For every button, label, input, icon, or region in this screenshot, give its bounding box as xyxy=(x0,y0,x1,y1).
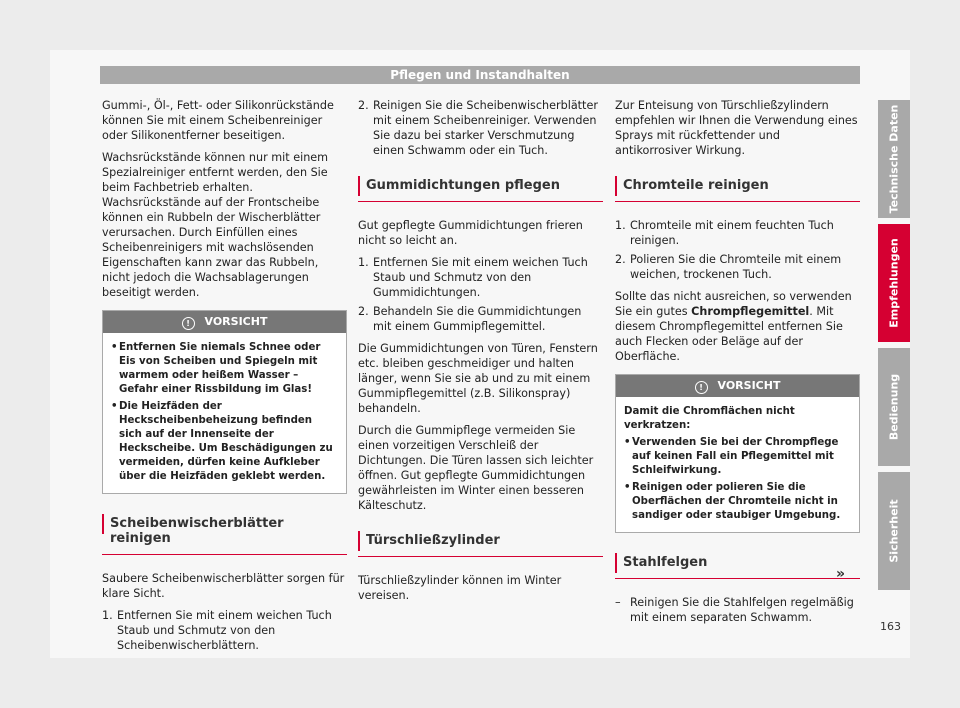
page-header: Pflegen und Instandhalten xyxy=(100,66,860,84)
warning-item: • Die Heizfäden der Heckscheibenbeheizung befinden sich auf der Innenseite der Heckscheibe. Um Beschädigungen zu vermeiden, dürfen keine Aufkleber über die Heizfäden geklebt werden. xyxy=(111,400,338,484)
warning-body xyxy=(616,397,859,532)
page-number: 163 xyxy=(880,620,901,633)
dash-list xyxy=(615,595,860,625)
list-item: 1. Entfernen Sie mit einem weichen Tuch Staub und Schmutz von den Gummidichtungen. xyxy=(358,256,588,299)
warning-icon: ! xyxy=(182,317,195,330)
paragraph: Gummi-, Öl-, Fett- oder Silikonrückstände können Sie mit einem Scheibenreiniger oder Silikonentferner beseitigen. xyxy=(102,99,334,142)
list-item: – Reinigen Sie die Stahlfelgen regelmäßig mit einem separaten Schwamm. xyxy=(615,596,854,624)
steps-list xyxy=(358,98,603,158)
warning-box xyxy=(615,374,860,533)
tab-bedienung[interactable]: Bedienung xyxy=(878,348,910,466)
warning-lead: Damit die Chromflächen nicht verkratzen: xyxy=(624,406,795,431)
steps-list xyxy=(615,218,860,282)
paragraph: Zur Enteisung von Türschließzylindern empfehlen wir Ihnen die Verwendung eines Sprays mit rückfettender und antikorrosiver Wirkung. xyxy=(615,99,858,157)
list-item: 1. Entfernen Sie mit einem weichen Tuch Staub und Schmutz von den Scheibenwischerblättern. xyxy=(102,609,332,652)
section-heading: Stahlfelgen xyxy=(615,549,860,579)
list-item: 1. Chromteile mit einem feuchten Tuch reinigen. xyxy=(615,219,834,247)
emphasis: Chrompflegemittel xyxy=(691,305,810,318)
warning-item: • Entfernen Sie niemals Schnee oder Eis von Scheiben und Spiegeln mit warmem oder heißem Wasser – Gefahr einer Rissbildung im Glas! xyxy=(111,341,338,397)
list-item: 2. Reinigen Sie die Scheibenwischerblätter mit einem Scheibenreiniger. Verwenden Sie dazu bei starker Verschmutzung einen Schwamm oder ein Tuch. xyxy=(358,99,598,157)
list-item: 2. Polieren Sie die Chromteile mit einem weichen, trockenen Tuch. xyxy=(615,253,842,281)
list-item: 2. Behandeln Sie die Gummidichtungen mit einem Gummipflegemittel. xyxy=(358,305,582,333)
section-heading: Chromteile reinigen xyxy=(615,172,860,202)
warning-item: • Reinigen oder polieren Sie die Oberflächen der Chromteile nicht in sandiger oder staubiger Umgebung. xyxy=(624,481,851,523)
warning-title: VORSICHT xyxy=(204,315,268,328)
warning-header xyxy=(103,311,346,333)
paragraph: Gut gepflegte Gummidichtungen frieren nicht so leicht an. xyxy=(358,219,583,247)
warning-body xyxy=(103,333,346,493)
warning-title: VORSICHT xyxy=(717,379,781,392)
continue-arrow-icon: » xyxy=(836,566,846,582)
paragraph: Saubere Scheibenwischerblätter sorgen für klare Sicht. xyxy=(102,572,345,600)
tab-sicherheit[interactable]: Sicherheit xyxy=(878,472,910,590)
section-heading: Scheibenwischerblätter reinigen xyxy=(102,510,347,555)
steps-list xyxy=(358,255,603,334)
tab-technische-daten[interactable]: Technische Daten xyxy=(878,100,910,218)
warning-box xyxy=(102,310,347,494)
tab-empfehlungen[interactable]: Empfehlungen xyxy=(878,224,910,342)
paragraph: Türschließzylinder können im Winter vereisen. xyxy=(358,574,562,602)
column-1 xyxy=(102,98,347,660)
section-heading: Türschließzylinder xyxy=(358,527,603,557)
paragraph: Wachsrückstände können nur mit einem Spezialreiniger entfernt werden, den Sie beim Fachbetrieb erhalten. Wachsrückstände auf der Frontscheibe können ein Rubbeln der Wischerblätter verursachen. Durch Einfüllen eines Scheibenreinigers mit wachslösenden Eigenschaften kann zwar das Rubbeln, nicht jedoch die Wachsablagerungen beseitigt werden. xyxy=(102,151,329,299)
section-heading: Gummidichtungen pflegen xyxy=(358,172,603,202)
paragraph: Die Gummidichtungen von Türen, Fenstern etc. bleiben geschmeidiger und halten länger, wenn Sie sie ab und zu mit einem Gummipflegemittel (z.B. Silikonspray) behandeln. xyxy=(358,342,598,415)
paragraph: Sollte das nicht ausreichen, so verwenden Sie ein gutes Chrompflegemittel. Mit diesem Chrompflegemittel entfernen Sie auch Flecken oder Beläge auf der Oberfläche. xyxy=(615,290,852,363)
warning-item: • Verwenden Sie bei der Chrompflege auf keinen Fall ein Pflegemittel mit Schleifwirkung. xyxy=(624,436,851,478)
paragraph: Durch die Gummipflege vermeiden Sie einen vorzeitigen Verschleiß der Dichtungen. Die Türen lassen sich leichter öffnen. Gut gepflegte Gummidichtungen gewährleisten im Winter einen besseren Kälteschutz. xyxy=(358,424,594,512)
column-3 xyxy=(615,98,860,632)
warning-header xyxy=(616,375,859,397)
column-2 xyxy=(358,98,603,610)
warning-icon: ! xyxy=(695,381,708,394)
steps-list xyxy=(102,608,347,653)
